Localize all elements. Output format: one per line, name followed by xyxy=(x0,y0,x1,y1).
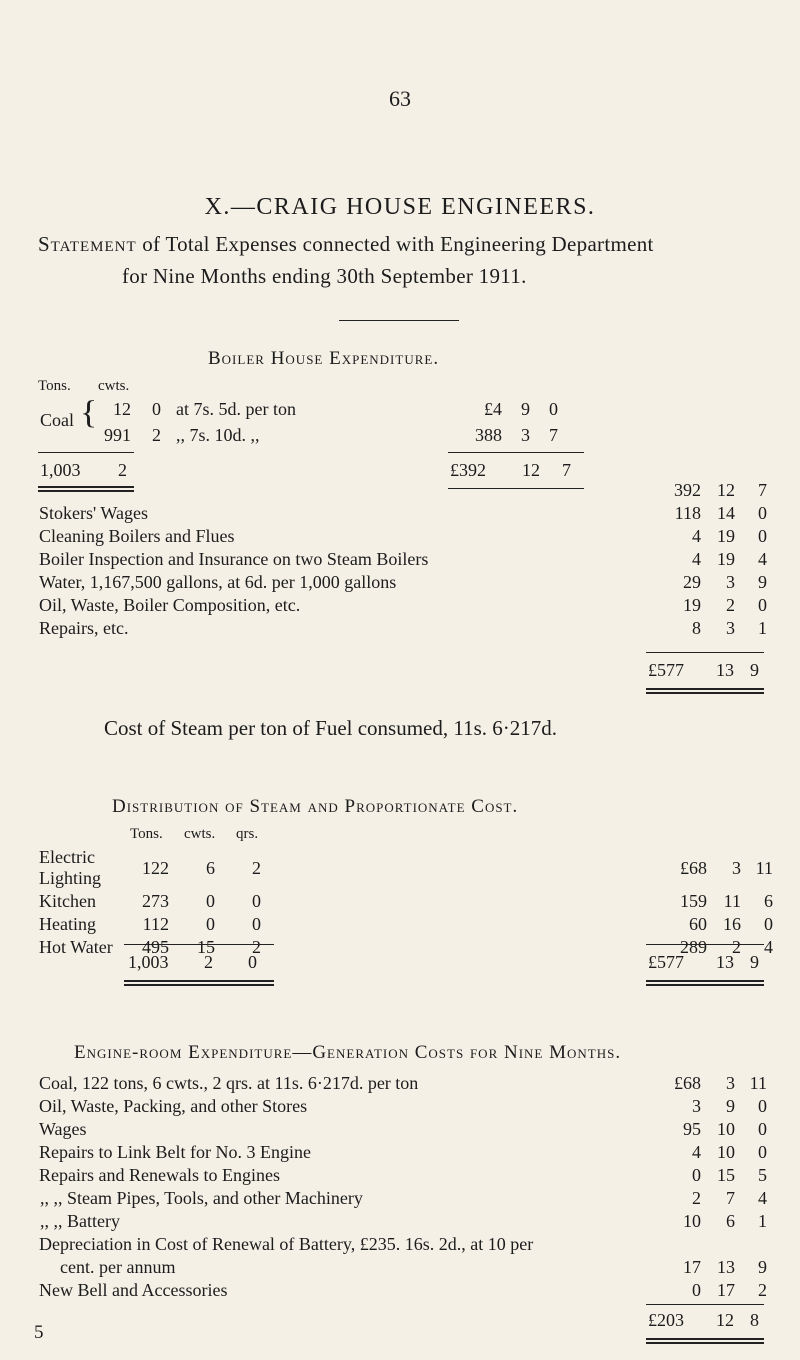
item-d: 0 xyxy=(758,595,767,615)
item-label: Coal, 122 tons, 6 cwts., 2 qrs. at 11s. 6·217d. per ton xyxy=(39,1073,419,1093)
divider xyxy=(646,1304,764,1305)
divider xyxy=(646,944,764,945)
double-divider xyxy=(124,980,274,986)
row-s: 16 xyxy=(723,914,741,934)
item-pounds: 0 xyxy=(692,1165,701,1185)
row-qrs: 2 xyxy=(252,937,261,957)
item-pounds: £68 xyxy=(674,1073,701,1093)
list-item xyxy=(38,571,768,594)
cell: 7 xyxy=(549,424,558,445)
row-cwts: 6 xyxy=(206,857,215,878)
list-item xyxy=(38,1210,768,1233)
row-tons: 273 xyxy=(142,891,169,911)
cell: 388 xyxy=(475,424,502,445)
cell: £4 xyxy=(484,398,502,419)
item-label: ,, ,, Steam Pipes, Tools, and other Machinery xyxy=(40,1188,363,1208)
list-item xyxy=(38,548,768,571)
item-s: 10 xyxy=(717,1142,735,1162)
double-divider xyxy=(646,1338,764,1344)
item-s: 12 xyxy=(717,479,735,500)
coal-total-s: 12 xyxy=(522,460,540,480)
row-d: 11 xyxy=(755,857,773,878)
row-d: 4 xyxy=(764,937,773,957)
item-label: Stokers' Wages xyxy=(39,503,148,523)
divider xyxy=(646,652,764,653)
cell: ,, 7s. 10d. ,, xyxy=(176,424,260,445)
row-label: Heating xyxy=(39,914,96,934)
cell: 2 xyxy=(152,424,161,445)
dist-total-qrs: 0 xyxy=(248,952,257,972)
dist-total-tons: 1,003 xyxy=(128,952,169,972)
cell: 12 xyxy=(113,398,131,419)
coal-total-tons: 1,003 xyxy=(40,460,81,480)
item-pounds: 17 xyxy=(683,1257,701,1277)
col-qrs: qrs. xyxy=(236,826,259,842)
item-pounds: 4 xyxy=(692,1142,701,1162)
item-pounds: 0 xyxy=(692,1280,701,1300)
page-title: X.—CRAIG HOUSE ENGINEERS. xyxy=(204,194,596,220)
row-qrs: 0 xyxy=(252,914,261,934)
coal-total-d: 7 xyxy=(562,460,571,480)
distribution-table xyxy=(38,846,774,959)
statement-line-2: for Nine Months ending 30th September 1911. xyxy=(122,264,527,288)
coal-table xyxy=(90,396,559,448)
item-label: Depreciation in Cost of Renewal of Battery, £235. 16s. 2d., at 10 per xyxy=(39,1234,534,1254)
item-s: 7 xyxy=(726,1188,735,1208)
coal-total-pounds: £392 xyxy=(450,460,486,480)
dist-total-pounds: £577 xyxy=(648,952,684,972)
boiler-house-items xyxy=(38,478,768,640)
engine-total-d: 8 xyxy=(750,1310,759,1330)
row-s: 11 xyxy=(723,891,741,911)
item-label: Water, 1,167,500 gallons, at 6d. per 1,000 gallons xyxy=(39,572,397,592)
item-s: 19 xyxy=(717,526,735,546)
boiler-total-s: 13 xyxy=(716,660,734,680)
cell: 0 xyxy=(549,398,558,419)
item-s: 15 xyxy=(717,1165,735,1185)
list-item xyxy=(38,1279,768,1302)
engine-total-s: 12 xyxy=(716,1310,734,1330)
item-label: Wages xyxy=(39,1119,87,1139)
coal-label: Coal xyxy=(40,410,74,430)
row-pounds: 289 xyxy=(680,937,707,957)
dist-total-d: 9 xyxy=(750,952,759,972)
cell: at 7s. 5d. per ton xyxy=(176,398,296,419)
row-tons: 495 xyxy=(142,937,169,957)
list-item xyxy=(38,502,768,525)
row-pounds: £68 xyxy=(680,857,707,878)
cell: 991 xyxy=(104,424,131,445)
item-pounds: 19 xyxy=(683,595,701,615)
cost-of-steam: Cost of Steam per ton of Fuel consumed, 11s. 6·217d. xyxy=(104,716,558,740)
item-pounds: 3 xyxy=(692,1096,701,1116)
item-d: 11 xyxy=(749,1073,767,1093)
item-label: Oil, Waste, Boiler Composition, etc. xyxy=(39,595,301,615)
item-label: ,, ,, Battery xyxy=(40,1211,120,1231)
item-s: 19 xyxy=(717,549,735,569)
item-s: 3 xyxy=(726,572,735,592)
item-d: 2 xyxy=(758,1280,767,1300)
item-s: 2 xyxy=(726,595,735,615)
col-tons: Tons. xyxy=(38,378,71,394)
list-item xyxy=(38,594,768,617)
divider xyxy=(38,452,134,453)
item-d: 0 xyxy=(758,1142,767,1162)
item-s: 3 xyxy=(726,618,735,638)
item-label: cent. per annum xyxy=(60,1257,176,1277)
row-s: 3 xyxy=(732,857,741,878)
item-d: 4 xyxy=(758,1188,767,1208)
item-s: 3 xyxy=(726,1073,735,1093)
page-number: 63 xyxy=(389,86,411,111)
row-s: 2 xyxy=(732,937,741,957)
item-d: 1 xyxy=(758,1211,767,1231)
list-item xyxy=(38,617,768,640)
item-pounds: 4 xyxy=(692,526,701,546)
list-item xyxy=(38,1118,768,1141)
item-pounds: 118 xyxy=(674,503,701,523)
cell: 3 xyxy=(521,424,530,445)
item-s: 14 xyxy=(717,503,735,523)
row-d: 0 xyxy=(764,914,773,934)
list-item xyxy=(38,1233,768,1256)
item-d: 7 xyxy=(758,479,767,500)
row-tons: 112 xyxy=(142,914,169,934)
list-item xyxy=(38,525,768,548)
item-s: 9 xyxy=(726,1096,735,1116)
item-s: 17 xyxy=(717,1280,735,1300)
item-d: 1 xyxy=(758,618,767,638)
divider xyxy=(124,944,274,945)
table-row xyxy=(38,890,774,913)
item-d: 9 xyxy=(758,1257,767,1277)
item-d: 0 xyxy=(758,503,767,523)
item-pounds: 8 xyxy=(692,618,701,638)
item-d: 5 xyxy=(758,1165,767,1185)
row-label: Hot Water xyxy=(39,937,113,957)
row-label: Kitchen xyxy=(39,891,96,911)
list-item xyxy=(38,1095,768,1118)
double-divider xyxy=(646,688,764,694)
divider xyxy=(448,452,584,453)
item-label: Oil, Waste, Packing, and other Stores xyxy=(39,1096,308,1116)
engine-total-pounds: £203 xyxy=(648,1310,684,1330)
item-pounds: 4 xyxy=(692,549,701,569)
col-tons: Tons. xyxy=(130,826,163,842)
item-label: Repairs, etc. xyxy=(39,618,129,638)
row-qrs: 2 xyxy=(252,857,261,878)
boiler-house-title: Boiler House Expenditure. xyxy=(208,348,440,369)
engine-room-title: Engine-room Expenditure—Generation Costs for Nine Months. xyxy=(74,1042,622,1063)
item-pounds: 392 xyxy=(674,479,701,500)
row-pounds: 159 xyxy=(680,891,707,911)
row-pounds: 60 xyxy=(689,914,707,934)
statement-label: Statement xyxy=(38,232,137,256)
cell: 9 xyxy=(521,398,530,419)
item-d: 0 xyxy=(758,526,767,546)
item-s: 10 xyxy=(717,1119,735,1139)
divider xyxy=(339,320,459,321)
row-cwts: 0 xyxy=(206,891,215,911)
list-item xyxy=(38,1141,768,1164)
row-label: Electric Lighting xyxy=(39,847,101,888)
statement-text: of Total Expenses connected with Engineering Department xyxy=(136,232,654,256)
list-item xyxy=(38,1164,768,1187)
coal-row xyxy=(90,396,559,422)
list-item xyxy=(38,1187,768,1210)
coal-total-cwts: 2 xyxy=(118,460,127,480)
statement-line-1 xyxy=(38,232,654,257)
item-pounds: 95 xyxy=(683,1119,701,1139)
brace-icon: { xyxy=(80,394,98,430)
double-divider xyxy=(646,980,764,986)
dist-total-s: 13 xyxy=(716,952,734,972)
row-qrs: 0 xyxy=(252,891,261,911)
item-pounds: 10 xyxy=(683,1211,701,1231)
engine-room-items xyxy=(38,1072,768,1302)
item-d: 0 xyxy=(758,1119,767,1139)
list-item xyxy=(38,478,768,502)
footer-mark: 5 xyxy=(34,1322,44,1343)
distribution-title: Distribution of Steam and Proportionate Cost. xyxy=(112,796,519,817)
item-d: 4 xyxy=(758,549,767,569)
row-cwts: 15 xyxy=(197,937,215,957)
item-d: 9 xyxy=(758,572,767,592)
col-cwts: cwts. xyxy=(184,826,216,842)
coal-row xyxy=(90,422,559,448)
item-pounds: 2 xyxy=(692,1188,701,1208)
item-d: 0 xyxy=(758,1096,767,1116)
item-s: 13 xyxy=(717,1257,735,1277)
item-label xyxy=(38,478,660,502)
dist-total-cwts: 2 xyxy=(204,952,213,972)
row-d: 6 xyxy=(764,891,773,911)
table-row xyxy=(38,913,774,936)
item-label: Repairs to Link Belt for No. 3 Engine xyxy=(39,1142,311,1162)
boiler-total-d: 9 xyxy=(750,660,759,680)
col-cwts: cwts. xyxy=(98,378,130,394)
row-tons: 122 xyxy=(142,857,169,878)
item-label: Boiler Inspection and Insurance on two Steam Boilers xyxy=(39,549,429,569)
row-cwts: 0 xyxy=(206,914,215,934)
list-item xyxy=(38,1256,768,1279)
list-item xyxy=(38,1072,768,1095)
boiler-total-pounds: £577 xyxy=(648,660,684,680)
item-s: 6 xyxy=(726,1211,735,1231)
item-label: Repairs and Renewals to Engines xyxy=(39,1165,280,1185)
item-label: Cleaning Boilers and Flues xyxy=(39,526,235,546)
cell: 0 xyxy=(152,398,161,419)
item-label: New Bell and Accessories xyxy=(39,1280,228,1300)
item-pounds: 29 xyxy=(683,572,701,592)
table-row xyxy=(38,846,774,890)
